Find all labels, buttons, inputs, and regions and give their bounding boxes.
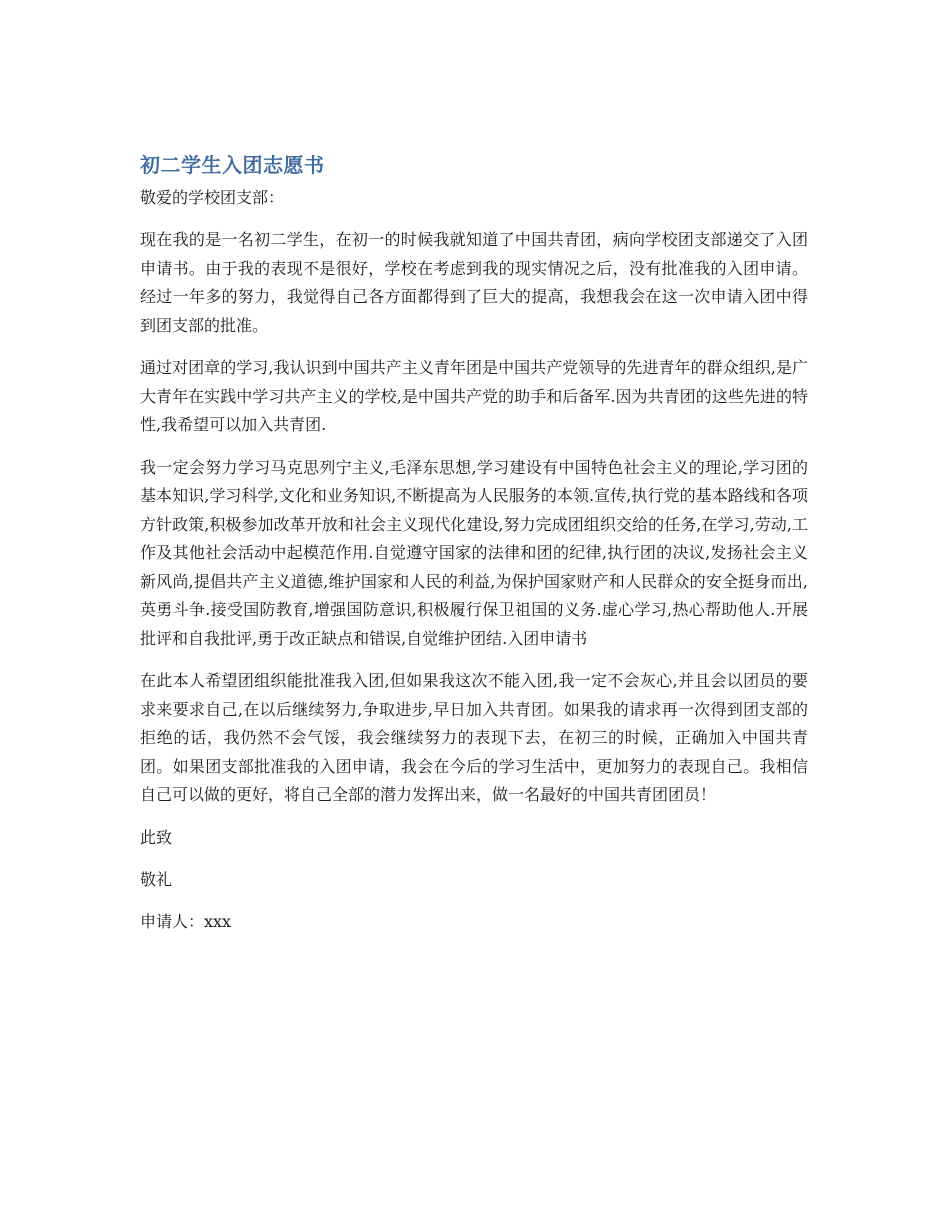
- closing-greeting: 此致: [140, 827, 173, 847]
- paragraph-1: 现在我的是一名初二学生，在初一的时候我就知道了中国共青团，病向学校团支部递交了入团申请书。由于我的表现不是很好，学校在考虑到我的现实情况之后，没有批准我的入团申请。经过一年多的努力，我觉得自己各方面都得到了巨大的提高，我想我会在这一次申请入团中得到团支部的批准。: [140, 230, 808, 335]
- signature: 申请人：xxx: [140, 911, 232, 931]
- closing-salute: 敬礼: [140, 869, 173, 889]
- document-body: [140, 150, 808, 950]
- salutation: 敬爱的学校团支部：: [140, 188, 285, 207]
- paragraph-2: 通过对团章的学习,我认识到中国共产主义青年团是中国共产党领导的先进青年的群众组织,是广大青年在实践中学习共产主义的学校,是中国共产党的助手和后备军.因为共青团的这些先进的特性,我希望可以加入共青团.: [140, 358, 808, 434]
- paragraph-3: 我一定会努力学习马克思列宁主义,毛泽东思想,学习建设有中国特色社会主义的理论,学习团的基本知识,学习科学,文化和业务知识,不断提高为人民服务的本领.宣传,执行党的基本路线和各项方针政策,积极参加改革开放和社会主义现代化建设,努力完成团组织交给的任务,在学习,劳动,工作及其他社会活动中起模范作用.自觉遵守国家的法律和团的纪律,执行团的决议,发扬社会主义新风尚,提倡共产主义道德,维护国家和人民的利益,为保护国家财产和人民群众的安全挺身而出,英勇斗争.接受国防教育,增强国防意识,积极履行保卫祖国的义务.虚心学习,热心帮助他人.开展批评和自我批评,勇于改正缺点和错误,自觉维护团结.入团申请书: [140, 457, 808, 648]
- paragraph-4: 在此本人希望团组织能批准我入团,但如果我这次不能入团,我一定不会灰心,并且会以团员的要求来要求自己,在以后继续努力,争取进步,早日加入共青团。如果我的请求再一次得到团支部的拒绝的话，我仍然不会气馁，我会继续努力的表现下去，在初三的时候，正确加入中国共青团。如果团支部批准我的入团申请，我会在今后的学习生活中，更加努力的表现自己。我相信自己可以做的更好，将自己全部的潜力发挥出来，做一名最好的中国共青团团员！: [140, 671, 808, 804]
- document-title: 初二学生入团志愿书: [140, 153, 325, 177]
